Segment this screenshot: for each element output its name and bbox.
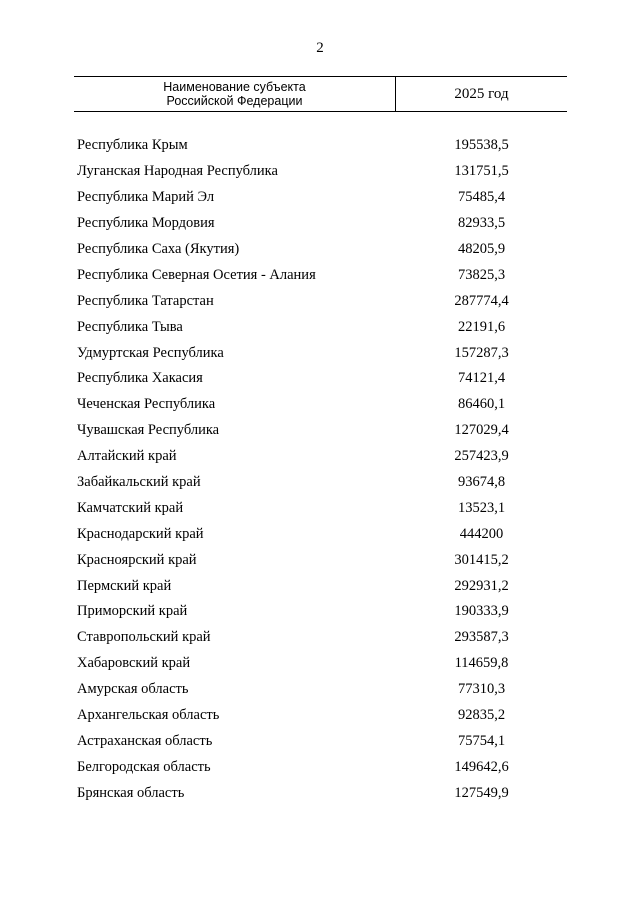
subject-name: Краснодарский край [77, 525, 204, 542]
table-header [74, 76, 567, 112]
subject-value: 257423,9 [454, 448, 509, 465]
subject-name: Брянская область [77, 784, 185, 801]
subject-value: 131751,5 [454, 163, 509, 180]
table-row [74, 366, 567, 392]
subject-value: 75485,4 [457, 189, 506, 206]
subject-value: 114659,8 [454, 655, 509, 672]
header-subject-name [74, 77, 396, 111]
subject-value: 127549,9 [454, 784, 509, 801]
subject-value: 74121,4 [457, 370, 506, 387]
subject-name: Красноярский край [77, 551, 197, 568]
subject-value: 127029,4 [454, 422, 509, 439]
table-row [74, 495, 567, 521]
data-table [74, 76, 567, 806]
subject-name: Пермский край [77, 577, 172, 594]
subject-value: 75754,1 [457, 732, 506, 749]
subject-name: Хабаровский край [77, 655, 191, 672]
subject-name: Амурская область [77, 681, 189, 698]
subject-name: Удмуртская Республика [77, 344, 224, 361]
table-row [74, 444, 567, 470]
subject-value: 22191,6 [457, 318, 506, 335]
subject-value: 48205,9 [457, 241, 506, 257]
table-body [74, 133, 567, 806]
table-row [74, 677, 567, 703]
subject-value: 77310,3 [457, 681, 506, 698]
subject-name: Чувашская Республика [77, 422, 220, 439]
subject-name: Забайкальский край [77, 474, 201, 491]
header-subject-name-line1: Наименование субъекта [163, 80, 306, 94]
table-row [74, 470, 567, 496]
subject-name: Республика Марий Эл [77, 189, 215, 206]
table-row [74, 288, 567, 314]
subject-name: Камчатский край [77, 499, 184, 516]
subject-value: 195538,5 [454, 137, 509, 154]
subject-name: Республика Мордовия [77, 215, 215, 232]
subject-value: 444200 [459, 525, 504, 542]
subject-name: Приморский край [77, 603, 188, 620]
subject-value: 73825,3 [457, 266, 506, 283]
table-row [74, 133, 567, 159]
table-row [74, 314, 567, 340]
table-row [74, 651, 567, 677]
subject-value: 301415,2 [454, 551, 509, 568]
subject-value: 86460,1 [457, 396, 506, 413]
subject-name: Белгородская область [77, 758, 211, 775]
subject-value: 292931,2 [454, 577, 509, 594]
header-subject-name-line2: Российской Федерации [166, 94, 303, 108]
subject-name: Чеченская Республика [77, 396, 216, 413]
table-row [74, 340, 567, 366]
table-row [74, 185, 567, 211]
subject-value: 190333,9 [454, 603, 509, 620]
subject-name: Республика Саха (Якутия) [77, 241, 240, 257]
subject-name: Астраханская область [77, 732, 213, 749]
subject-name: Республика Крым [77, 137, 188, 154]
subject-name: Республика Татарстан [77, 292, 214, 309]
table-row [74, 573, 567, 599]
subject-name: Республика Тыва [77, 318, 183, 335]
table-row [74, 599, 567, 625]
subject-value: 149642,6 [454, 758, 509, 775]
table-row [74, 625, 567, 651]
subject-name: Алтайский край [77, 448, 177, 465]
subject-value: 92835,2 [457, 707, 506, 724]
subject-value: 157287,3 [454, 344, 509, 361]
table-row [74, 728, 567, 754]
subject-value: 287774,4 [454, 292, 509, 309]
table-row [74, 547, 567, 573]
table-row [74, 262, 567, 288]
table-row [74, 211, 567, 237]
subject-value: 93674,8 [457, 474, 506, 491]
table-row [74, 780, 567, 806]
subject-value: 13523,1 [457, 499, 506, 516]
table-row [74, 703, 567, 729]
page-number: 2 [316, 40, 324, 56]
table-row [74, 754, 567, 780]
subject-name: Архангельская область [77, 707, 220, 724]
subject-value: 82933,5 [457, 215, 506, 232]
table-row [74, 237, 567, 263]
header-year: 2025 год [454, 86, 509, 102]
subject-name: Ставропольский край [77, 629, 211, 646]
table-row [74, 521, 567, 547]
subject-name: Республика Северная Осетия - Алания [77, 266, 316, 283]
table-row [74, 392, 567, 418]
table-row [74, 418, 567, 444]
table-row [74, 159, 567, 185]
subject-name: Республика Хакасия [77, 370, 203, 387]
subject-value: 293587,3 [454, 629, 509, 646]
subject-name: Луганская Народная Республика [77, 163, 278, 180]
